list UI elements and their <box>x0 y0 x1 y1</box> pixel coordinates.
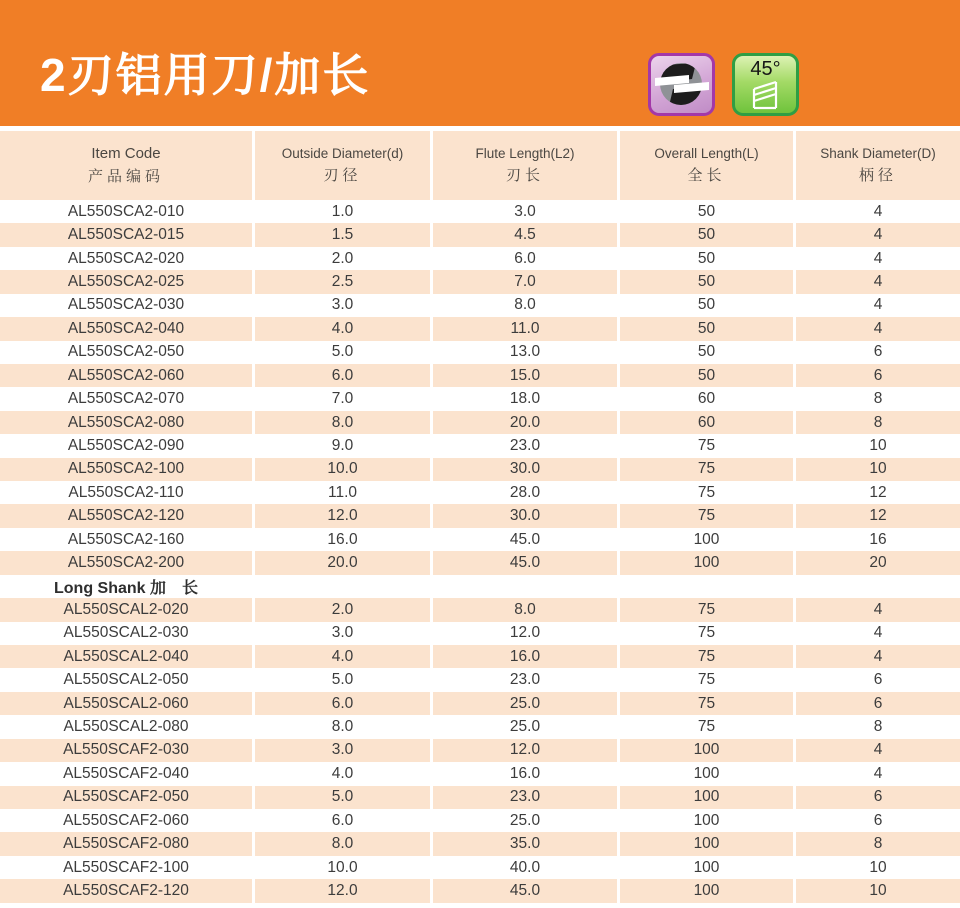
table-row <box>0 434 960 457</box>
value-cell: 100 <box>617 528 793 551</box>
value-cell: 100 <box>617 809 793 832</box>
value-cell: 45.0 <box>430 879 617 902</box>
item-code-cell: AL550SCA2-040 <box>67 319 185 337</box>
two-flute-cross-section-icon <box>648 53 715 116</box>
item-code-cell: AL550SCA2-090 <box>67 436 185 454</box>
table-row <box>0 364 960 387</box>
item-code-cell: AL550SCAL2-040 <box>63 647 189 665</box>
table-row <box>0 317 960 340</box>
table-row <box>0 715 960 738</box>
value-cell: 4 <box>793 294 960 317</box>
value-cell: 4 <box>793 200 960 223</box>
col-header-outside-diameter <box>252 131 430 200</box>
item-code-cell: AL550SCA2-160 <box>67 530 185 548</box>
value-cell: 45.0 <box>430 551 617 574</box>
helix-45-degree-icon <box>732 53 799 116</box>
table-row <box>0 668 960 691</box>
value-cell: 20.0 <box>252 551 430 574</box>
item-code-cell: AL550SCAF2-050 <box>63 788 189 806</box>
value-cell: 4 <box>793 598 960 621</box>
item-code-cell: AL550SCAF2-100 <box>63 858 189 876</box>
value-cell: 75 <box>617 622 793 645</box>
value-cell: 6 <box>793 341 960 364</box>
table-row <box>0 622 960 645</box>
value-cell: 1.0 <box>252 200 430 223</box>
value-cell: 8.0 <box>430 294 617 317</box>
value-cell: 4 <box>793 622 960 645</box>
helix-flute-glyph <box>735 56 796 113</box>
item-code-cell: AL550SCAL2-080 <box>63 717 189 735</box>
value-cell: 2.0 <box>252 598 430 621</box>
col-header-item-code <box>0 131 252 200</box>
value-cell: 18.0 <box>430 387 617 410</box>
col-header-en: Shank Diameter(D) <box>820 146 936 161</box>
value-cell: 4.5 <box>430 223 617 246</box>
table-row <box>0 200 960 223</box>
value-cell: 6 <box>793 786 960 809</box>
item-code-cell: AL550SCA2-025 <box>67 272 185 290</box>
value-cell: 8.0 <box>430 598 617 621</box>
table-header-row <box>0 131 960 200</box>
value-cell: 3.0 <box>430 200 617 223</box>
table-row <box>0 294 960 317</box>
value-cell: 23.0 <box>430 668 617 691</box>
value-cell: 10.0 <box>252 458 430 481</box>
value-cell: 8.0 <box>252 832 430 855</box>
table-row <box>0 692 960 715</box>
item-code-cell: AL550SCA2-020 <box>67 249 185 267</box>
value-cell: 4 <box>793 270 960 293</box>
value-cell: 8 <box>793 715 960 738</box>
value-cell: 4 <box>793 762 960 785</box>
value-cell: 5.0 <box>252 341 430 364</box>
table-row <box>0 411 960 434</box>
value-cell: 100 <box>617 551 793 574</box>
value-cell: 60 <box>617 387 793 410</box>
col-header-en: Outside Diameter(d) <box>281 146 404 161</box>
value-cell: 8 <box>793 832 960 855</box>
value-cell: 50 <box>617 317 793 340</box>
value-cell: 13.0 <box>430 341 617 364</box>
value-cell: 100 <box>617 762 793 785</box>
item-code-cell: AL550SCA2-080 <box>67 413 185 431</box>
item-code-cell: AL550SCA2-070 <box>67 390 185 408</box>
item-code-cell: AL550SCAL2-060 <box>63 694 189 712</box>
table-row <box>0 247 960 270</box>
table-row <box>0 809 960 832</box>
value-cell: 75 <box>617 434 793 457</box>
value-cell: 23.0 <box>430 786 617 809</box>
value-cell: 8 <box>793 411 960 434</box>
value-cell: 100 <box>617 739 793 762</box>
col-header-en: Overall Length(L) <box>654 146 759 161</box>
item-code-cell: AL550SCA2-030 <box>67 296 185 314</box>
item-code-cell: AL550SCA2-060 <box>67 366 185 384</box>
item-code-cell: AL550SCA2-015 <box>67 226 185 244</box>
value-cell: 4 <box>793 247 960 270</box>
helix-angle-label: 45° <box>750 58 781 80</box>
table-row <box>0 598 960 621</box>
item-code-cell: AL550SCAF2-120 <box>63 881 189 899</box>
value-cell: 12.0 <box>430 622 617 645</box>
item-code-cell: AL550SCAF2-080 <box>63 835 189 853</box>
value-cell: 10 <box>793 434 960 457</box>
value-cell: 25.0 <box>430 692 617 715</box>
col-header-zh: 柄径 <box>858 167 897 184</box>
value-cell: 8 <box>793 387 960 410</box>
value-cell: 3.0 <box>252 622 430 645</box>
table-row <box>0 832 960 855</box>
value-cell: 6.0 <box>252 809 430 832</box>
col-header-en: Item Code <box>91 145 161 162</box>
table-row <box>0 645 960 668</box>
value-cell: 5.0 <box>252 786 430 809</box>
table-row <box>0 341 960 364</box>
value-cell: 2.0 <box>252 247 430 270</box>
value-cell: 12 <box>793 481 960 504</box>
value-cell: 11.0 <box>430 317 617 340</box>
value-cell: 16 <box>793 528 960 551</box>
value-cell: 50 <box>617 294 793 317</box>
value-cell: 30.0 <box>430 458 617 481</box>
value-cell: 10 <box>793 879 960 902</box>
col-header-en: Flute Length(L2) <box>475 146 575 161</box>
value-cell: 50 <box>617 270 793 293</box>
col-header-overall-length <box>617 131 793 200</box>
value-cell: 10 <box>793 856 960 879</box>
table-row <box>0 458 960 481</box>
value-cell: 25.0 <box>430 809 617 832</box>
value-cell: 35.0 <box>430 832 617 855</box>
value-cell: 5.0 <box>252 668 430 691</box>
value-cell: 100 <box>617 879 793 902</box>
value-cell: 60 <box>617 411 793 434</box>
value-cell: 7.0 <box>430 270 617 293</box>
table-row <box>0 879 960 902</box>
value-cell: 100 <box>617 856 793 879</box>
item-code-cell: AL550SCA2-200 <box>67 554 185 572</box>
value-cell: 12.0 <box>430 739 617 762</box>
value-cell: 16.0 <box>430 762 617 785</box>
spec-table <box>0 131 960 903</box>
value-cell: 6 <box>793 668 960 691</box>
value-cell: 12 <box>793 504 960 527</box>
item-code-cell: AL550SCAL2-020 <box>63 600 189 618</box>
col-header-zh: 产品编码 <box>87 168 164 185</box>
table-section-row <box>0 575 960 598</box>
col-header-shank-diameter <box>793 131 960 200</box>
value-cell: 100 <box>617 832 793 855</box>
value-cell: 50 <box>617 364 793 387</box>
value-cell: 11.0 <box>252 481 430 504</box>
table-row <box>0 786 960 809</box>
table-row <box>0 551 960 574</box>
value-cell: 10 <box>793 458 960 481</box>
table-row <box>0 481 960 504</box>
value-cell: 75 <box>617 458 793 481</box>
value-cell: 4 <box>793 317 960 340</box>
value-cell: 4.0 <box>252 317 430 340</box>
value-cell: 50 <box>617 247 793 270</box>
item-code-cell: AL550SCAF2-030 <box>63 741 189 759</box>
value-cell: 15.0 <box>430 364 617 387</box>
value-cell: 8.0 <box>252 715 430 738</box>
value-cell: 4.0 <box>252 645 430 668</box>
value-cell: 3.0 <box>252 739 430 762</box>
value-cell: 9.0 <box>252 434 430 457</box>
value-cell: 8.0 <box>252 411 430 434</box>
item-code-cell: AL550SCA2-100 <box>67 460 185 478</box>
table-row <box>0 387 960 410</box>
value-cell: 4 <box>793 645 960 668</box>
value-cell: 28.0 <box>430 481 617 504</box>
value-cell: 2.5 <box>252 270 430 293</box>
value-cell: 40.0 <box>430 856 617 879</box>
col-header-zh: 刃长 <box>505 167 544 184</box>
table-row <box>0 739 960 762</box>
value-cell: 100 <box>617 786 793 809</box>
table-row <box>0 223 960 246</box>
table-body <box>0 200 960 903</box>
item-code-cell: AL550SCAF2-040 <box>63 764 189 782</box>
value-cell: 50 <box>617 341 793 364</box>
value-cell: 4 <box>793 739 960 762</box>
two-flute-cross-section-glyph <box>651 56 712 113</box>
table-row <box>0 270 960 293</box>
value-cell: 6.0 <box>430 247 617 270</box>
value-cell: 25.0 <box>430 715 617 738</box>
value-cell: 6.0 <box>252 692 430 715</box>
value-cell: 6.0 <box>252 364 430 387</box>
value-cell: 4.0 <box>252 762 430 785</box>
value-cell: 12.0 <box>252 504 430 527</box>
value-cell: 75 <box>617 692 793 715</box>
page-title: 2刃铝用刀/加长 <box>40 49 371 101</box>
value-cell: 45.0 <box>430 528 617 551</box>
item-code-cell: AL550SCA2-110 <box>68 483 184 501</box>
value-cell: 3.0 <box>252 294 430 317</box>
value-cell: 75 <box>617 645 793 668</box>
item-code-cell: AL550SCAL2-030 <box>63 624 189 642</box>
value-cell: 4 <box>793 223 960 246</box>
item-code-cell: AL550SCAF2-060 <box>63 811 189 829</box>
item-code-cell: AL550SCA2-120 <box>67 507 185 525</box>
value-cell: 50 <box>617 200 793 223</box>
value-cell: 16.0 <box>430 645 617 668</box>
value-cell: 75 <box>617 598 793 621</box>
value-cell: 50 <box>617 223 793 246</box>
table-row <box>0 762 960 785</box>
table-row <box>0 528 960 551</box>
value-cell: 6 <box>793 692 960 715</box>
col-header-zh: 全长 <box>687 167 726 184</box>
item-code-cell: AL550SCAL2-050 <box>63 671 189 689</box>
value-cell: 6 <box>793 364 960 387</box>
col-header-zh: 刃径 <box>323 167 362 184</box>
value-cell: 75 <box>617 504 793 527</box>
value-cell: 7.0 <box>252 387 430 410</box>
value-cell: 20 <box>793 551 960 574</box>
value-cell: 30.0 <box>430 504 617 527</box>
value-cell: 16.0 <box>252 528 430 551</box>
value-cell: 75 <box>617 715 793 738</box>
page-banner <box>0 0 960 126</box>
value-cell: 12.0 <box>252 879 430 902</box>
value-cell: 23.0 <box>430 434 617 457</box>
col-header-flute-length <box>430 131 617 200</box>
table-row <box>0 856 960 879</box>
value-cell: 20.0 <box>430 411 617 434</box>
table-row <box>0 504 960 527</box>
value-cell: 10.0 <box>252 856 430 879</box>
value-cell: 1.5 <box>252 223 430 246</box>
section-label: Long Shank 加 长 <box>54 579 199 597</box>
value-cell: 75 <box>617 481 793 504</box>
value-cell: 75 <box>617 668 793 691</box>
value-cell: 6 <box>793 809 960 832</box>
item-code-cell: AL550SCA2-050 <box>67 343 185 361</box>
item-code-cell: AL550SCA2-010 <box>67 202 185 220</box>
